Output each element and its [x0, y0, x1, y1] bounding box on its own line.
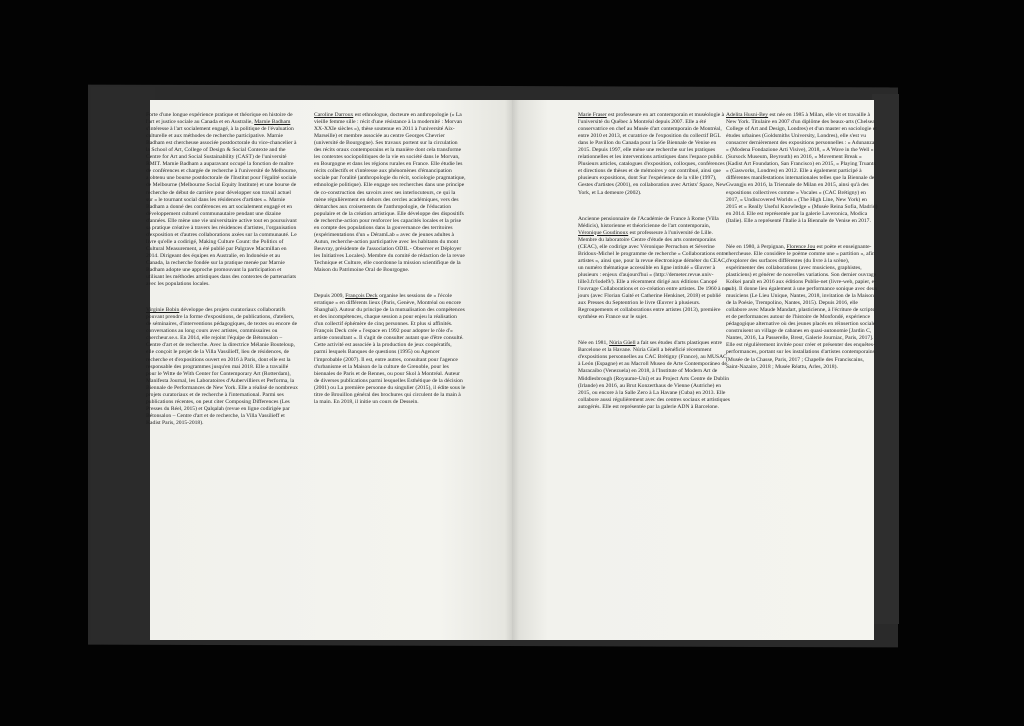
bio-text: Forte d'une longue expérience pratique et théorique en histoire de l'art et justice sociale au Canada et en Australie, — [146, 112, 293, 126]
book-gutter-shadow — [505, 100, 519, 640]
author-name: Adelita Husni-Bey — [726, 112, 769, 118]
paragraph-spacer — [146, 298, 298, 307]
bio-text: est née en 1985 à Milan, elle vit et travaille à New York. Titulaire en 2007 d'un diplôme des beaux-arts (Chelsea College of Art and Design, Londres) et d'un master en sociologie et études urbaines (Goldsmiths University, Londres), elle s'est vu consacrer dernièrement des expositions personnelles : « Adunanza » (Modena Fondazione Arti Visive), 2018, « A Wave in the Well » (Sursock Museum, Beyrouth) en 2016, « Movement Break » (Kadist Art Foundation, San Francisco) en 2015, « Playing Truants » (Gasworks, Londres) en 2012. Elle a également participé à différentes manifestations internationales telles que la Biennale de Gwangju en 2016, la Triennale de Milan en 2015, ainsi qu'à des expositions collectives comme « Vocales » (CAC Brétigny) en 2017, « Undiscovered Worlds » (The High Line, New York) en 2015 et « Really Useful Knowledge » (Musée Reina Sofia, Madrid) en 2014. Elle est représentée par la galerie Laveronica, Modica (Italie). Elle a représenté l'Italie à la Biennale de Venise en 2017. — [726, 112, 878, 224]
biography — [726, 112, 878, 225]
author-name: Caroline Darroux — [314, 112, 354, 118]
author-name: François Deck — [345, 293, 378, 300]
biography — [314, 112, 466, 274]
left-page — [146, 100, 512, 640]
bio-text: est professeure à l'université de Lille. Membre du laboratoire Centre d'étude des arts contemporains (CEAC), elle codirige avec Véronique Perruchon et Séverine Bridoux-Michel le programme de recherche « Collaborations entre artistes », ainsi que, pour la revue électronique déméter du CEAC, un numéro thématique accessible en ligne intitulé « Œuvrer à plusieurs : enjeux d'aujourd'hui » (http://demeter.revue.univ-lille3.fr/lodel9/). Elle a récemment dirigé aux éditions Canopé l'ouvrage Collaborations et co-création entre artistes. De 1960 à nos jours (avec Florian Gaité et Catherine Henkinet, 2018) et publié aux Presses du Septentrion le livre Œuvrer à plusieurs. Regroupements et collaborations entre artistes (2013), première synthèse en France sur le sujet. — [578, 229, 730, 321]
bio-text: développe des projets curatoriaux collaboratifs pouvant prendre la forme d'expositions, de publications, d'ateliers, de séminaires, d'interventions pédagogiques, de textes ou encore de conversations au long cours avec artistes, commissaires ou chercheur.se.s. En 2014, elle rejoint l'équipe de Bétonsalon – Centre d'art et de recherche. Avec la directrice Mélanie Bouteloup, elle conçoit le projet de la Villa Vassilieff, lieu de résidences, de recherche et d'expositions ouvert en 2016 à Paris, dont elle est la responsable des programmes jusqu'en mai 2018. Elle a travaillé pour le Witte de With Center for Contemporary Art (Rotterdam), Manifesta Journal, les Laboratoires d'Aubervilliers et Performa, la Biennale de Performances de New York. Elle a réalisé de nombreux projets curatoriaux et de recherche à l'international. Parmi ses publications récentes, on peut citer Composing Differences (Les Presses du Réel, 2015) et Qalqalah (revue en ligne codirigée par Bétonsalon – Centre d'art et de recherche, la Villa Vassilieff et Kadist Paris, 2015-2018). — [146, 307, 298, 426]
left-page-column-1 — [146, 112, 298, 437]
bio-text: s'intéresse à l'art socialement engagé, à la politique de l'évaluation culturelle et aux méthodes de recherche participative. Marnie Badham est chercheuse associée postdoctorale du vice-chancelier à la School of Art, College of Design & Social Contexte and the Centre for Art and Social Sustainability (CAST) de l'université RMIT. Marnie Badham a auparavant occupé la fonction de maître de conférences et chargée de recherche à l'université de Melbourne, a obtenu une bourse postdoctorale de l'Institut pour l'égalité sociale de Melbourne (Melbourne Social Equity Institute) et une bourse de recherche de début de carrière pour développer son travail actuel sur « le tournant social dans les résidences d'artistes ». Marnie Badham a donné des conférences en art socialement engagé et en développement culturel communautaire pendant une dizaine d'années. Elle mène une vie universitaire active tout en poursuivant sa pratique créative à travers les résidences d'artistes, l'organisation d'exposition et d'autres collaborations axées sur la communauté. Le livre qu'elle a codirigé, Making Culture Count: the Politics of Cultural Measurement, a été publié par Palgrave Macmillan en 2014. Dirigeant des équipes en Australie, en Indonésie et au Canada, la recherche fondée sur la pratique menée par Marnie Badham adopte une approche promouvant la participation et utilisant les méthodes artistiques dans des contextes de partenariats avec les populations locales. — [146, 126, 298, 288]
biography — [726, 244, 878, 371]
right-page-column-2 — [726, 112, 878, 381]
paragraph-spacer — [314, 284, 466, 293]
bio-text: Née en 1981, — [578, 340, 610, 347]
bio-text: a fait ses études d'arts plastiques entre Barcelone et la Havane. Núria Güell a bénéficié récemment d'expositions personnelles au CAC Brétigny (France), au MUSAC à León (Espagne) et au Macroll Museo de Arte Contemporáneo de Maracaibo (Venezuela) en 2018, à l'Institute of Modern Art de Middlesbrough (Royaume-Uni) et au Project Arts Centre de Dublin (Irlande) en 2016, au Brut Konzerthaus de Vienne (Autriche) en 2015, ou encore à la Salle Zero à La Havane (Cuba) en 2013. Elle collabore aussi régulièrement avec des centres sociaux et artistiques autogérés. Elle est représentée par la galerie ADN à Barcelone. — [578, 340, 730, 410]
biography — [578, 112, 730, 197]
author-name: Marie Fraser — [578, 112, 607, 118]
bio-text: est poète et enseignante-chercheuse. Elle considère le poème comme une « partition », afin d'explorer des surfaces différentes (du livre à la scène), expérimenter des collaborations (avec musiciens, graphistes, plasticiens) et générer de nouvelles variations. Son dernier ouvrage Kolkei paraît en 2016 aux éditions Publie-net (livre-web, papier, e-pub). Il donne lieu également à une performance sonique avec deux musiciens (Le Lieu Unique, Nantes, 2018, invitation de la Maison de la Poésie, Trempolino, Nantes, 2015). Depuis 2016, elle collabore avec Maude Mandart, plasticienne, à l'écriture de scripts et de performances autour de l'histoire de Monfondé, expérience pédagogique alternative où des jeunes placés en réinsertion sociale construisent un village de cabanes en quasi-autonomie [Jardin C, Nantes, 2016, La Passerelle, Brest, Galerie Journiac, Paris, 2017]. Elle est régulièrement invitée pour créer et présenter des enquêtes-performances, portant sur les installations d'artistes contemporains (Musée de la Chasse, Paris, 2017 ; Chapelle des Franciscains, Saint-Nazaire, 2018 ; Musée Réattu, Arles, 2018). — [726, 243, 878, 370]
right-page-column-1 — [578, 112, 730, 421]
bio-text: est ethnologue, docteure en anthropologie (« La vieille femme sille : récit d'une résistance à la modernité : Morvan XX-XXIe siècles »), thèse soutenue en 2011 à l'université Aix-Marseille) et membre associée au centre Georges Chevrier (université de Bourgogne). Ses travaux portent sur la circulation des récits oraux contemporains et la manière dont cela transforme les contextes sociopolitiques de la vie en société dans le Morvan, en Bourgogne et dans les régions rurales en France. Elle étudie les récits collectifs et s'intéresse aux phénomènes d'émancipation sociale par l'oralité (anthropologie du récit, sociologie pragmatique, ethnologie politique). Elle engage ses recherches dans une principe de co-construction des savoirs avec ses interlocuteurs, ce qui la mène régulièrement en dehors des cercles académiques, vers des démarches aux croisements de l'anthropologie, de l'éducation populaire et de la création artistique. Elle développe des dispositifs de recherche-action pour renforcer les capacités locales et la prise en compte des populations dans la gouvernance des territoires (expérimentations d'un « DéramLab » avec de jeunes adultes à Autun, recherche-action participative avec les habitants du mont Beuvray, présidente de l'association ODIL - Observer et Déployer les Initiatives Locales). Membre du comité de rédaction de la revue Technique et Culture, elle coordonne la mission scientifique de la Maison du Patrimoine Oral de Bourgogne. — [314, 112, 466, 274]
bio-text: Depuis 2009, — [314, 293, 346, 300]
paragraph-spacer — [726, 235, 878, 244]
author-name: Virginie Bobin — [146, 307, 180, 314]
author-name: Núria Güell — [609, 340, 636, 347]
paragraph-spacer — [578, 207, 730, 216]
bio-text: est professeure en art contemporain et muséologie à l'université du Québec à Montréal depuis 2007. Elle a été conservatrice en chef au Musée d'art contemporain de Montréal, entre 2010 et 2013, et curatrice de l'exposition du collectif BGL dans le Pavillon du Canada pour la 56e Biennale de Venise en 2015. Depuis 1997, elle mène une recherche sur les pratiques relationnelles et les interventions artistiques dans l'espace public. Plusieurs articles, catalogues d'exposition, colloques, conférences et directions de thèses et de mémoires y ont contribué, ainsi que plusieurs expositions, dont Sur l'expérience de la ville (1997), Gestes d'artistes (2001), en collaboration avec Artists' Space, New York, et La demeure (2002). — [578, 112, 727, 196]
biography — [578, 216, 730, 322]
biography — [146, 112, 298, 288]
paragraph-spacer — [578, 331, 730, 340]
left-page-column-2 — [314, 112, 466, 416]
author-name: Florence Jou — [786, 243, 816, 250]
right-page — [512, 100, 878, 640]
author-name: Marnie Badham — [254, 119, 291, 126]
biography — [578, 340, 730, 410]
bio-text: organise les sessions de « l'école erratique » en différents lieux (Paris, Genève, Montréal ou encore Shanghai). Autour du principe de la mutualisation des compétences et des incompétences, chaque session a pour enjeu la réalisation d'un collectif éphémère de cinq personnes. Et plus si affinités. François Deck crée « l'espace en 1992 pour adopter le rôle d'« artiste consultant ». Il s'agit de consulter autant que d'être consulté. Cette activité est associée à la production de jeux coopératifs, parmi lesquels Banques de questions (1995) ou Agencer l'improbable (2007). Il est, entre autres, consultant pour l'agence d'urbanisme et la Maison de la culture de Grenoble, pour les biennales de Paris et de Rennes, ou pour Skol à Montréal. Auteur de diverses publications parmi lesquelles Esthétique de la décision (2001) ou La première personne du singulier (2015), il édite sous le titre de Brouillon général des brochures qui circulent de la main à la main. En 2018, il initie un cours de Dessein. — [314, 293, 466, 405]
author-name: Véronique Goudinoux — [578, 229, 629, 236]
bio-text: Ancienne pensionnaire de l'Académie de France à Rome (Villa Médicis), historienne et théoricienne de l'art contemporain, — [578, 215, 719, 229]
biography — [146, 307, 298, 427]
bio-text: Née en 1980, à Perpignan, — [726, 243, 787, 250]
biography — [314, 293, 466, 406]
